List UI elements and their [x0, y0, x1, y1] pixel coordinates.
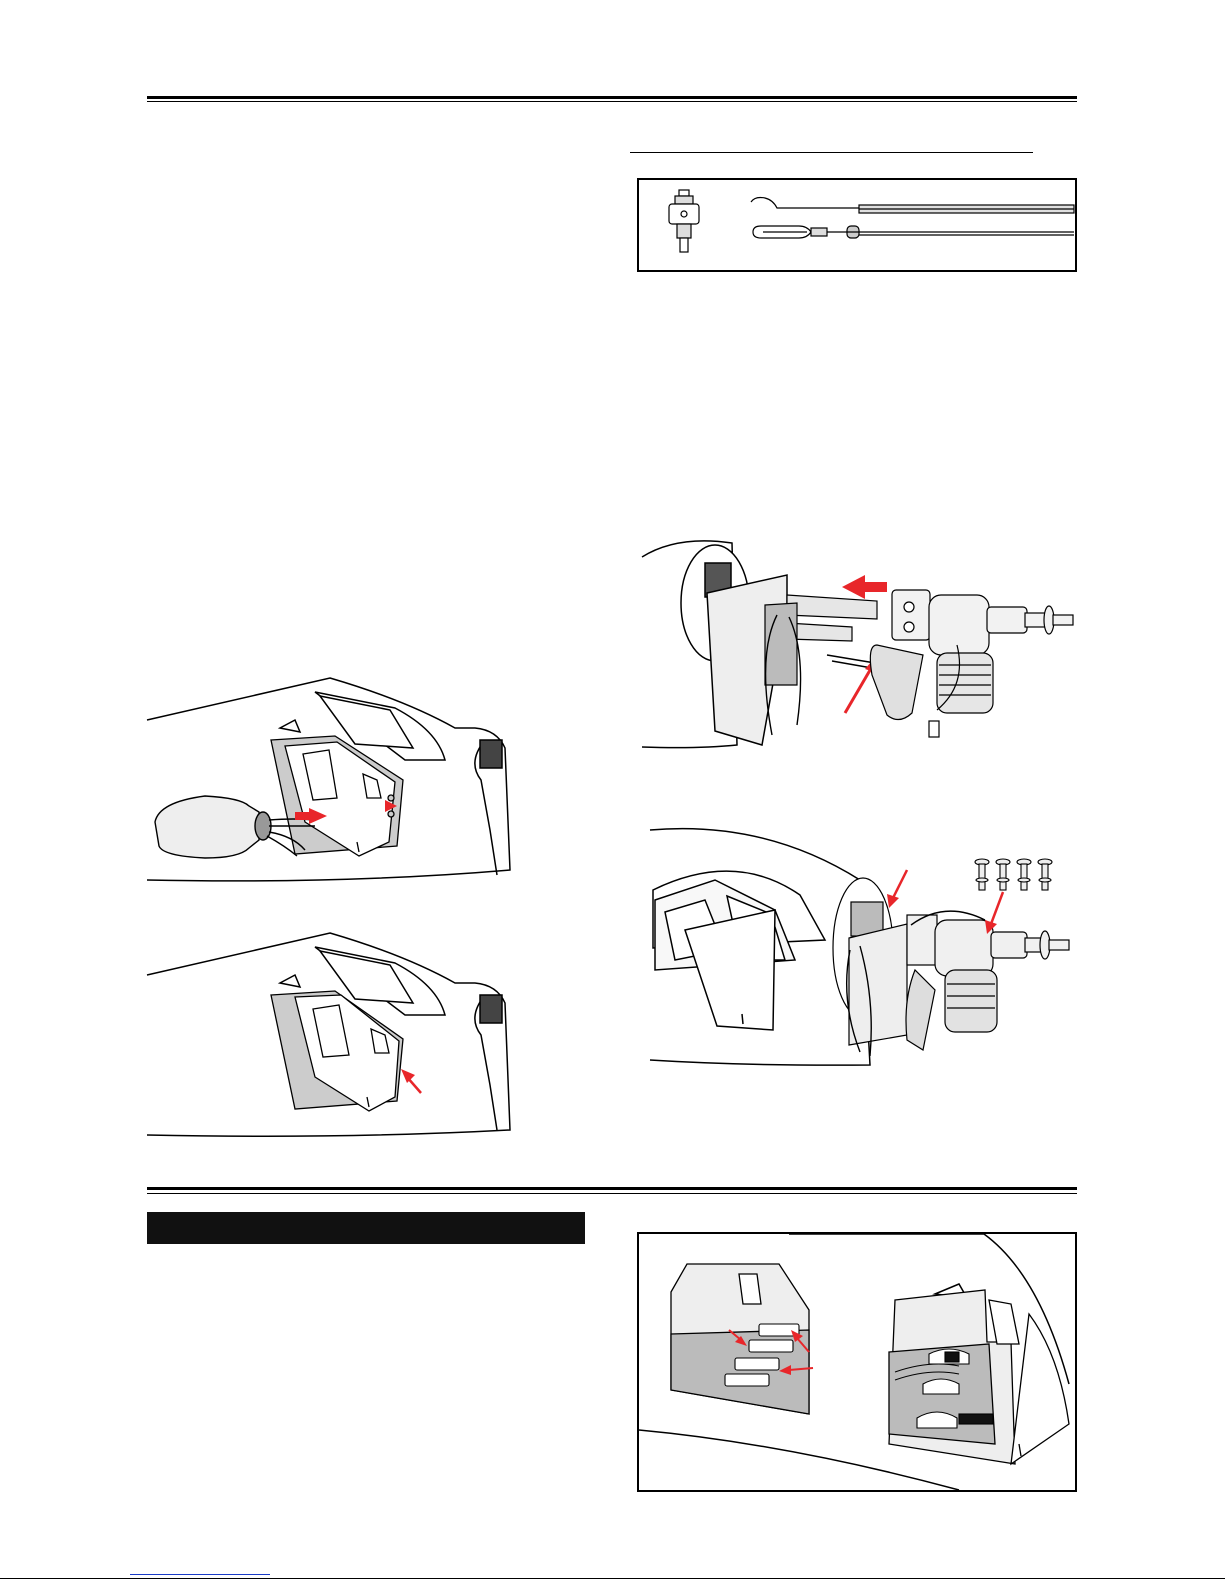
figure-engine-mounted — [645, 820, 1080, 1070]
figure-fuel-tank-installed — [145, 925, 525, 1145]
hardware-heading-underline — [630, 152, 1033, 153]
section-rule-thick — [147, 1187, 1077, 1190]
red-arrow-servo — [887, 870, 907, 908]
section-title-bar — [147, 1212, 585, 1244]
mounting-screws-icon — [975, 859, 1052, 890]
footer-rule — [0, 1578, 1225, 1579]
red-arrow-screws — [985, 892, 1003, 934]
clevis-pushrod-icon — [753, 226, 1074, 238]
red-arrow-mount-direction — [842, 575, 887, 599]
throttle-collet-icon — [669, 190, 699, 252]
figure-servo-tray — [637, 1232, 1077, 1492]
footer-link-underline[interactable] — [130, 1574, 270, 1575]
pushrod-wire-icon — [751, 198, 1074, 214]
mounted-engine — [906, 915, 1069, 1050]
figure-fuel-tank-insertion — [145, 670, 525, 890]
section-rule-thin — [147, 1193, 1077, 1194]
engine-assembly — [870, 590, 1073, 737]
hardware-items-box — [637, 178, 1077, 272]
engine-mount-rails — [765, 595, 877, 685]
header-rule-thick — [147, 96, 1077, 99]
header-rule-thin — [147, 101, 1077, 102]
figure-engine-mount-approach — [637, 535, 1082, 760]
